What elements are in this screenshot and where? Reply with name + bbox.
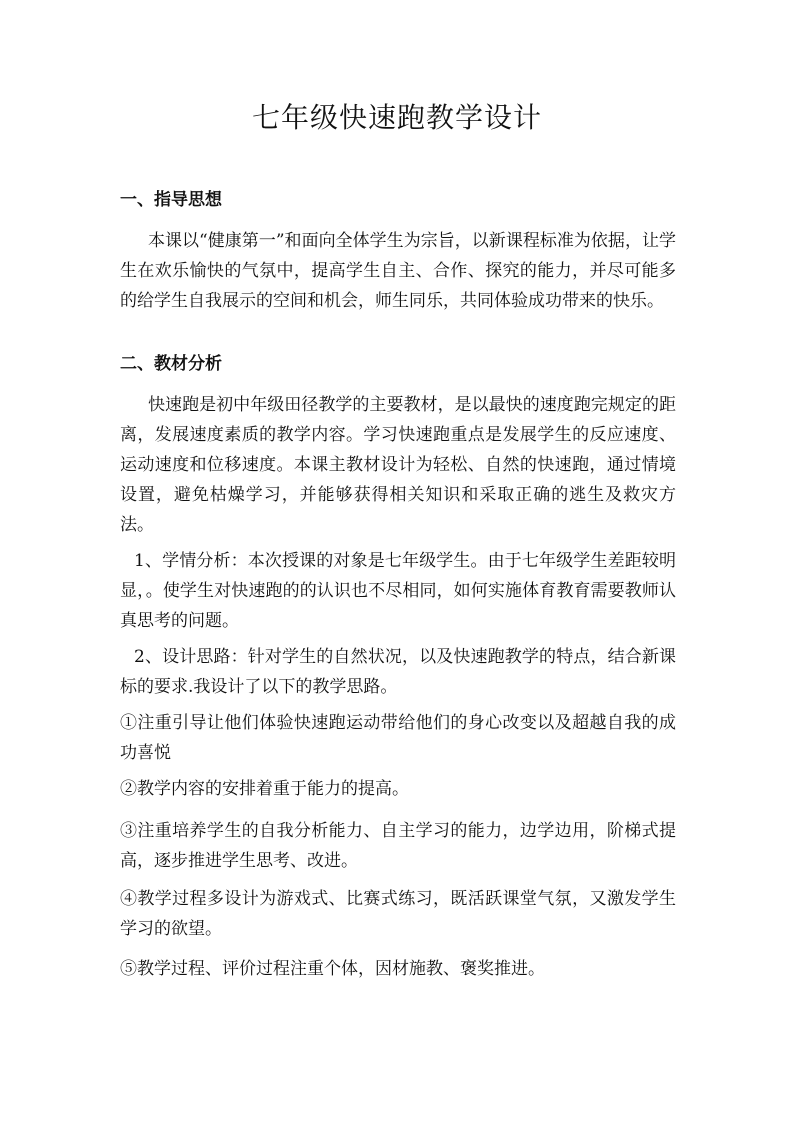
list-item-point-1: ①注重引导让他们体验快速跑运动带给他们的身心改变以及超越自我的成功喜悦	[120, 713, 676, 763]
section-heading-guiding-ideology: 一、指导思想	[120, 190, 222, 210]
paragraph-design-approach: 2、设计思路：针对学生的自然状况，以及快速跑教学的特点，结合新课标的要求.我设计了以下的教学思路。	[120, 647, 676, 697]
section-heading-material-analysis: 二、教材分析	[120, 354, 222, 374]
paragraph-material-analysis: 快速跑是初中年级田径教学的主要教材，是以最快的速度跑完规定的距离，发展速度素质的教学内容。学习快速跑重点是发展学生的反应速度、运动速度和位移速度。本课主教材设计为轻松、自然的快速跑，通过情境设置，避免枯燥学习，并能够获得相关知识和采取正确的逃生及救灾方法。	[120, 395, 676, 535]
list-item-point-5: ⑤教学过程、评价过程注重个体，因材施教、褒奖推进。	[120, 959, 545, 979]
document-title: 七年级快速跑教学设计	[251, 101, 542, 134]
list-item-point-4: ④教学过程多设计为游戏式、比赛式练习，既活跃课堂气氛，又激发学生学习的欲望。	[120, 889, 676, 939]
paragraph-student-analysis: 1、学情分析：本次授课的对象是七年级学生。由于七年级学生差距较明显，。使学生对快速跑的的认识也不尽相同，如何实施体育教育需要教师认真思考的问题。	[120, 551, 676, 631]
list-item-point-2: ②教学内容的安排着重于能力的提高。	[120, 779, 409, 799]
list-item-point-3: ③注重培养学生的自我分析能力、自主学习的能力，边学边用，阶梯式提高，逐步推进学生思考、改进。	[120, 821, 676, 871]
paragraph-guiding-ideology: 本课以“健康第一”和面向全体学生为宗旨，以新课程标准为依据，让学生在欢乐愉快的气氛中，提高学生自主、合作、探究的能力，并尽可能多的给学生自我展示的空间和机会，师生同乐，共同体验成功带来的快乐。	[120, 231, 676, 311]
